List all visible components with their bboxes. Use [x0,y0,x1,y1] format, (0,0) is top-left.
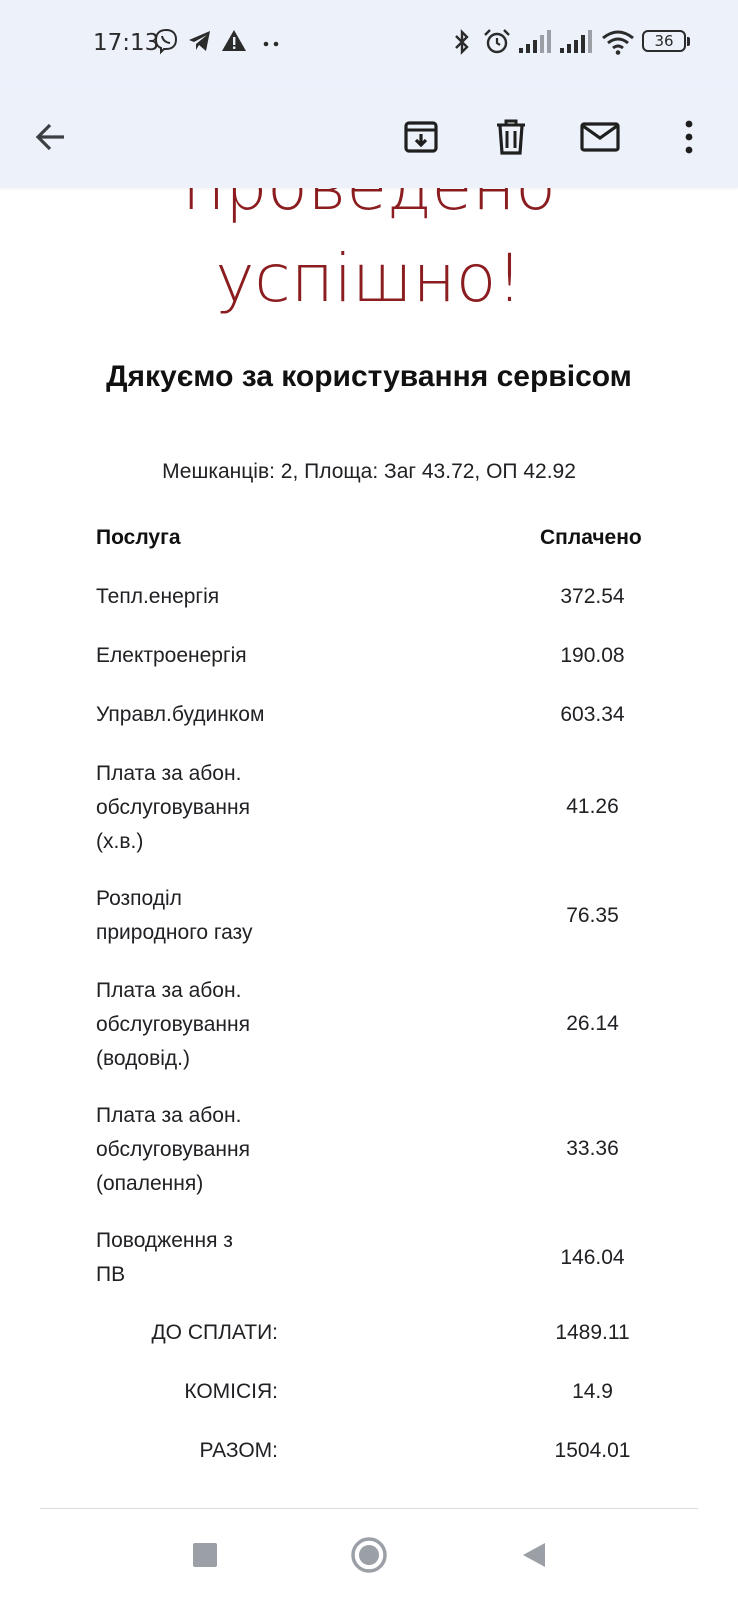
header-service: Послуга [96,526,181,549]
service-name: Тепл.енергія [96,585,220,608]
mail-icon [579,120,621,154]
back-button[interactable] [26,112,76,162]
paid-amount: 41.26 [566,795,619,818]
status-bar [0,0,738,88]
system-nav-bar [0,1509,738,1599]
total-value: 1489.11 [555,1321,630,1344]
service-name: Плата за абон. обслуговування (водовід.) [96,979,250,1070]
delete-icon [493,118,529,156]
bluetooth-icon [452,28,472,61]
service-name: Поводження з ПВ [96,1229,233,1286]
back-nav-button[interactable] [512,1533,556,1577]
archive-button[interactable] [396,112,446,162]
battery-icon [642,30,690,52]
back-arrow-icon [34,120,68,154]
commission-value: 14.9 [572,1380,613,1403]
service-name: Електроенергія [96,644,247,667]
telegram-icon [187,28,213,59]
paid-amount: 26.14 [566,1012,619,1035]
total-label: ДО СПЛАТИ: [151,1321,278,1344]
paid-amount: 603.34 [560,703,625,726]
wifi-icon [601,28,635,61]
battery-level: 36 [642,30,686,52]
recents-button[interactable] [183,1533,227,1577]
square-icon [192,1542,218,1568]
thanks-heading: Дякуємо за користування сервісом [106,360,632,393]
circle-home-icon [350,1536,388,1574]
grand-total-value: 1504.01 [554,1439,631,1462]
paid-amount: 33.36 [566,1137,619,1160]
grand-total-label: РАЗОМ: [199,1439,278,1462]
home-button[interactable] [347,1533,391,1577]
more-options-button[interactable] [664,112,714,162]
paid-amount: 146.04 [560,1246,625,1269]
status-time: 17:13 [93,30,160,56]
app-bar [0,88,738,188]
service-name: Розподіл природного газу [96,887,253,944]
delete-button[interactable] [486,112,536,162]
paid-amount: 372.54 [560,585,625,608]
signal-icon [559,28,593,59]
warning-icon [221,28,247,59]
paid-amount: 76.35 [566,904,619,927]
more-dots-icon [262,36,282,54]
commission-label: КОМІСІЯ: [184,1380,278,1403]
service-name: Плата за абон. обслуговування (х.в.) [96,762,250,853]
mark-unread-button[interactable] [575,112,625,162]
archive-icon [402,118,440,156]
more-vert-icon [683,119,695,155]
alarm-icon [482,28,512,61]
signal-icon [518,28,552,59]
headline-line-2: успішно! [215,240,523,317]
service-name: Управл.будинком [96,703,265,726]
residence-info: Мешканців: 2, Площа: Заг 43.72, ОП 42.92 [162,460,576,483]
email-body[interactable] [0,188,738,1508]
triangle-back-icon [521,1541,547,1569]
paid-amount: 190.08 [560,644,625,667]
service-name: Плата за абон. обслуговування (опалення) [96,1104,250,1195]
header-paid: Сплачено [540,526,642,549]
viber-icon [153,28,179,59]
